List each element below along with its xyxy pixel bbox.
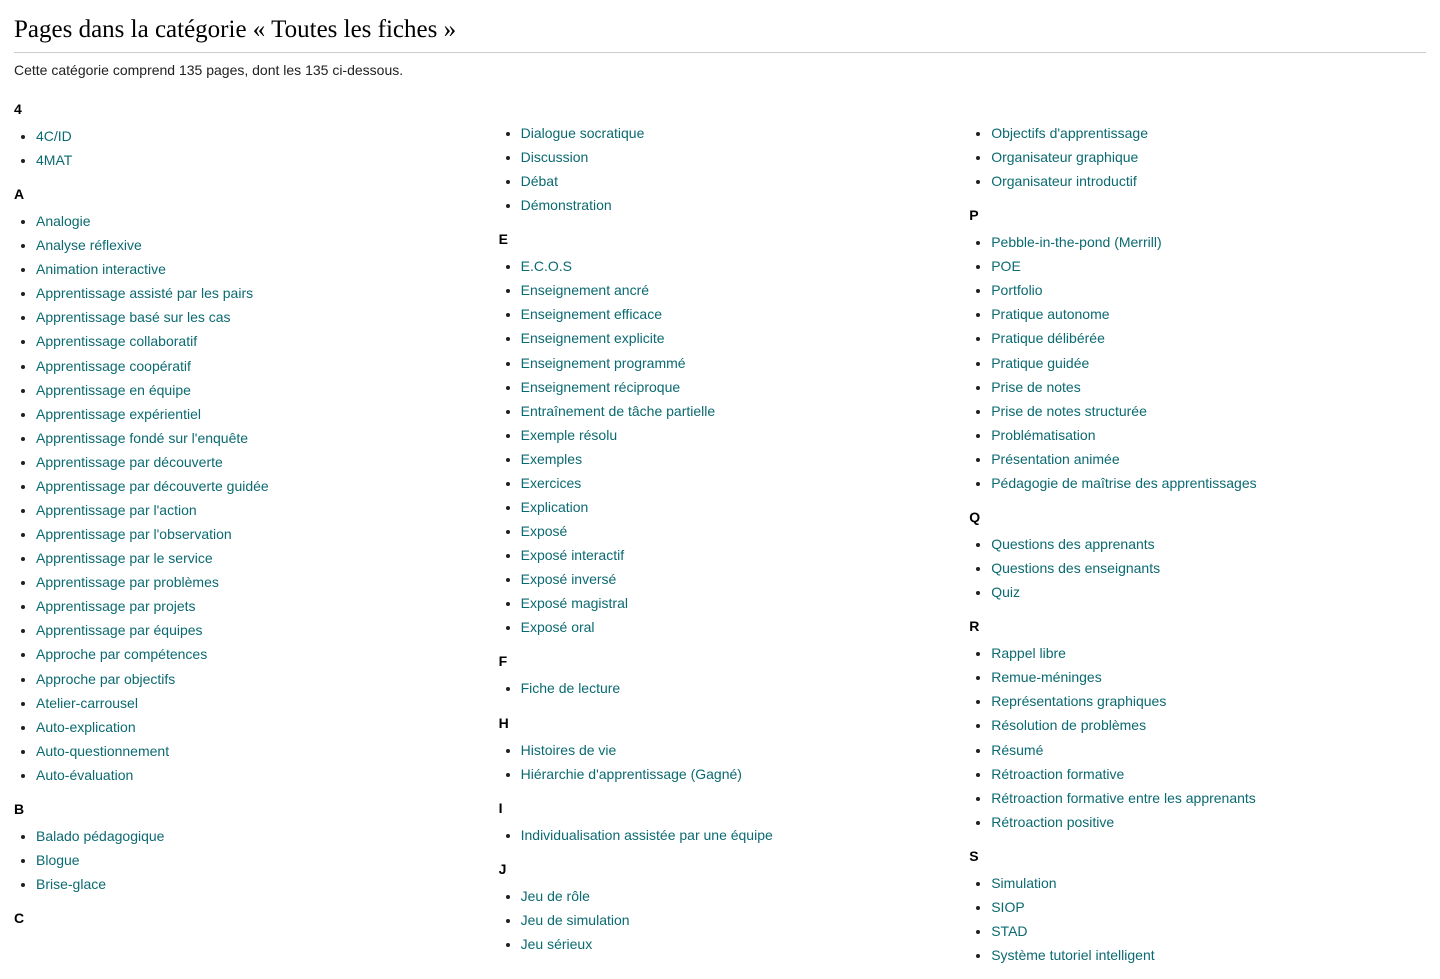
category-entry-link[interactable]: Apprentissage par l'observation [36,526,232,543]
category-list [499,121,938,217]
list-item [36,848,467,872]
category-entry-link[interactable]: Enseignement réciproque [520,378,681,395]
letter-group [499,651,938,700]
page-title: Pages dans la catégorie « Toutes les fiches » [14,14,1426,53]
category-entry-link[interactable]: Jeu de rôle [520,887,590,904]
category-list [969,532,1408,604]
letter-group [969,507,1408,604]
list-item [991,943,1408,967]
category-entry-link[interactable]: Histoires de vie [520,741,617,758]
list-item [991,580,1408,604]
category-entry-link[interactable]: Questions des enseignants [991,560,1161,577]
category-entry-link[interactable]: Auto-explication [36,718,136,735]
list-item [521,447,938,471]
list-item [36,450,467,474]
letter-group [14,184,467,787]
list-item [991,738,1408,762]
letter-heading: P [969,207,979,224]
list-item [36,594,467,618]
list-item [991,423,1408,447]
category-entry-link[interactable]: Débat [520,173,558,190]
list-item [991,786,1408,810]
letter-heading: C [14,910,25,927]
list-item [991,145,1408,169]
category-entry-link[interactable]: Apprentissage en équipe [36,381,191,398]
letter-group [14,799,467,896]
category-entry-link[interactable]: Approche par compétences [36,646,208,663]
category-entry-link[interactable]: Simulation [991,874,1057,891]
list-item [991,447,1408,471]
category-entry-link[interactable]: Prise de notes structurée [991,402,1147,419]
list-item [36,281,467,305]
category-entry-link[interactable]: SIOP [991,898,1025,915]
category-entry-link[interactable]: Atelier-carrousel [36,694,138,711]
list-item [991,713,1408,737]
list-item [991,665,1408,689]
list-item [521,884,938,908]
category-entry-link[interactable]: Présentation animée [991,450,1120,467]
category-entry-link[interactable]: Analyse réflexive [36,237,142,254]
list-item [36,642,467,666]
category-entry-link[interactable]: Fiche de lecture [520,680,621,697]
category-count-text: Cette catégorie comprend 135 pages, dont les 135 ci-dessous. [14,61,404,78]
category-entry-link[interactable]: Exemples [520,450,583,467]
list-item [991,810,1408,834]
list-item [36,763,467,787]
category-entry-link[interactable]: Apprentissage par équipes [36,622,203,639]
letter-heading: F [498,653,508,670]
list-item [521,495,938,519]
list-item [991,871,1408,895]
category-entry-link[interactable]: Exercices [520,474,582,491]
category-list [969,641,1408,834]
category-entry-link[interactable]: Pédagogie de maîtrise des apprentissages [991,474,1257,491]
letter-heading: B [14,800,25,817]
category-entry-link[interactable]: Auto-questionnement [36,742,170,759]
category-entry-link[interactable]: Exposé interactif [520,547,625,564]
list-item [521,254,938,278]
letter-group [14,908,467,929]
list-item [991,302,1408,326]
list-item [991,556,1408,580]
category-entry-link[interactable]: Apprentissage par l'action [36,501,197,518]
list-item [991,532,1408,556]
list-item [36,329,467,353]
category-entry-link[interactable]: Apprentissage coopératif [36,357,191,374]
list-item [521,738,938,762]
letter-group [969,846,1408,967]
category-entry-link[interactable]: Pebble-in-the-pond (Merrill) [991,234,1162,251]
letter-heading: R [969,618,980,635]
column-top-spacer [969,99,1408,121]
category-entry-link[interactable]: Apprentissage expérientiel [36,405,201,422]
category-entry-link[interactable]: Résolution de problèmes [991,717,1147,734]
category-entry-link[interactable]: Problématisation [991,426,1096,443]
list-item [36,474,467,498]
letter-heading: I [498,799,503,816]
category-entry-link[interactable]: Enseignement efficace [520,306,662,323]
category-list [499,254,938,639]
category-column-1 [14,99,485,941]
list-item [36,426,467,450]
category-entry-link[interactable]: Démonstration [520,197,612,214]
category-entry-link[interactable]: Hiérarchie d'apprentissage (Gagné) [520,765,742,782]
letter-heading: A [14,186,25,203]
category-list [969,871,1408,967]
list-item [521,423,938,447]
list-item [521,676,938,700]
category-entry-link[interactable]: Système tutoriel intelligent [991,947,1155,964]
category-entry-link[interactable]: Animation interactive [36,261,166,278]
letter-group [499,99,938,217]
category-list [14,824,467,896]
category-entry-link[interactable]: Discussion [520,148,589,165]
category-entry-link[interactable]: Auto-évaluation [36,766,134,783]
category-entry-link[interactable]: Individualisation assistée par une équipe [520,826,773,843]
category-entry-link[interactable]: Analogie [36,213,91,230]
list-item [521,351,938,375]
category-entry-link[interactable]: Organisateur introductif [991,173,1137,190]
list-item [521,302,938,326]
list-item [991,230,1408,254]
category-list [14,209,467,787]
list-item [36,522,467,546]
category-list [969,121,1408,193]
category-entry-link[interactable]: Enseignement ancré [520,282,650,299]
list-item [36,872,467,896]
category-entry-link[interactable]: Questions des apprenants [991,535,1155,552]
category-entry-link[interactable]: Apprentissage basé sur les cas [36,309,231,326]
category-column-2 [485,99,956,968]
list-item [36,305,467,329]
category-entry-link[interactable]: Apprentissage par projets [36,598,196,615]
letter-heading: S [969,847,979,864]
list-item [521,932,938,956]
category-entry-link[interactable]: Rétroaction positive [991,813,1115,830]
category-columns [14,99,1426,979]
list-item [991,641,1408,665]
category-column-3 [955,99,1426,979]
category-entry-link[interactable]: Remue-méninges [991,669,1102,686]
category-entry-link[interactable]: Exemple résolu [520,426,618,443]
letter-heading: 4 [14,100,22,117]
letter-group [969,205,1408,495]
letter-group [499,713,938,786]
category-entry-link[interactable]: Pratique guidée [991,354,1090,371]
list-item [991,762,1408,786]
list-item [36,739,467,763]
category-entry-link[interactable]: Apprentissage par découverte [36,453,223,470]
letter-heading: H [498,714,509,731]
category-entry-link[interactable]: Rétroaction formative entre les apprenants [991,789,1256,806]
category-entry-link[interactable]: Exposé inversé [520,571,617,588]
category-entry-link[interactable]: Apprentissage par découverte guidée [36,477,269,494]
list-item [36,378,467,402]
list-item [991,351,1408,375]
category-entry-link[interactable]: Quiz [991,584,1021,601]
list-item [521,543,938,567]
list-item [521,567,938,591]
letter-group [969,616,1408,834]
category-entry-link[interactable]: Exposé magistral [520,595,628,612]
category-entry-link[interactable]: Explication [520,498,589,515]
category-entry-link[interactable]: Enseignement explicite [520,330,665,347]
letter-heading: Q [969,508,981,525]
category-list [969,230,1408,495]
list-item [36,124,467,148]
category-list [499,823,938,847]
list-item [521,615,938,639]
list-item [521,326,938,350]
category-entry-link[interactable]: Balado pédagogique [36,827,165,844]
list-item [521,591,938,615]
category-entry-link[interactable]: POE [991,258,1021,275]
letter-heading: J [498,860,507,877]
list-item [991,326,1408,350]
category-entry-link[interactable]: Approche par objectifs [36,670,176,687]
category-entry-link[interactable]: Exposé oral [520,619,595,636]
list-item [991,919,1408,943]
letter-group [14,99,467,172]
list-item [36,354,467,378]
list-item [36,618,467,642]
category-entry-link[interactable]: Jeu de simulation [520,911,630,928]
list-item [521,193,938,217]
list-item [36,824,467,848]
list-item [521,519,938,543]
category-entry-link[interactable]: Exposé [520,523,568,540]
letter-group [969,99,1408,193]
letter-group [499,229,938,639]
category-entry-link[interactable]: Prise de notes [991,378,1081,395]
category-entry-link[interactable]: Brise-glace [36,876,107,893]
category-list [499,884,938,956]
category-entry-link[interactable]: Organisateur graphique [991,148,1139,165]
list-item [521,145,938,169]
category-entry-link[interactable]: Blogue [36,852,80,868]
category-list [499,738,938,786]
category-entry-link[interactable]: Enseignement programmé [520,354,686,371]
category-entry-link[interactable]: Jeu sérieux [520,935,593,952]
list-item [991,169,1408,193]
list-item [36,715,467,739]
category-entry-link[interactable]: Apprentissage par problèmes [36,574,219,591]
category-entry-link[interactable]: Pratique autonome [991,306,1110,323]
list-item [521,399,938,423]
list-item [521,278,938,302]
letter-group [499,798,938,847]
list-item [36,667,467,691]
letter-group [499,859,938,956]
list-item [991,375,1408,399]
list-item [36,257,467,281]
list-item [36,498,467,522]
category-list [14,124,467,172]
category-entry-link[interactable]: E.C.O.S [520,258,572,275]
list-item [36,570,467,594]
category-entry-link[interactable]: Dialogue socratique [520,124,645,141]
category-entry-link[interactable]: Apprentissage fondé sur l'enquête [36,429,249,446]
category-entry-link[interactable]: 4C/ID [36,127,72,144]
category-entry-link[interactable]: STAD [991,923,1028,939]
list-item [521,375,938,399]
category-entry-link[interactable]: Portfolio [991,282,1043,299]
category-entry-link[interactable]: 4MAT [36,151,73,168]
list-item [36,233,467,257]
column-top-spacer [499,99,938,121]
list-item [991,121,1408,145]
category-entry-link[interactable]: Pratique délibérée [991,330,1105,347]
list-item [521,121,938,145]
list-item [991,689,1408,713]
list-item [36,209,467,233]
list-item [521,823,938,847]
list-item [36,546,467,570]
category-entry-link[interactable]: Apprentissage collaboratif [36,333,198,350]
letter-heading: E [498,231,508,248]
list-item [521,908,938,932]
list-item [991,895,1408,919]
category-entry-link[interactable]: Rétroaction formative [991,765,1125,782]
list-item [991,278,1408,302]
list-item [991,471,1408,495]
list-item [521,471,938,495]
category-list [499,676,938,700]
category-entry-link[interactable]: Entraînement de tâche partielle [520,402,716,419]
list-item [991,254,1408,278]
category-entry-link[interactable]: Apprentissage par le service [36,550,213,567]
category-entry-link[interactable]: Représentations graphiques [991,693,1167,710]
category-entry-link[interactable]: Objectifs d'apprentissage [991,124,1148,141]
list-item [36,402,467,426]
list-item [991,399,1408,423]
category-entry-link[interactable]: Apprentissage assisté par les pairs [36,285,254,302]
category-entry-link[interactable]: Rappel libre [991,645,1066,662]
list-item [36,691,467,715]
list-item [36,148,467,172]
list-item [521,762,938,786]
category-entry-link[interactable]: Résumé [991,741,1044,758]
list-item [521,169,938,193]
